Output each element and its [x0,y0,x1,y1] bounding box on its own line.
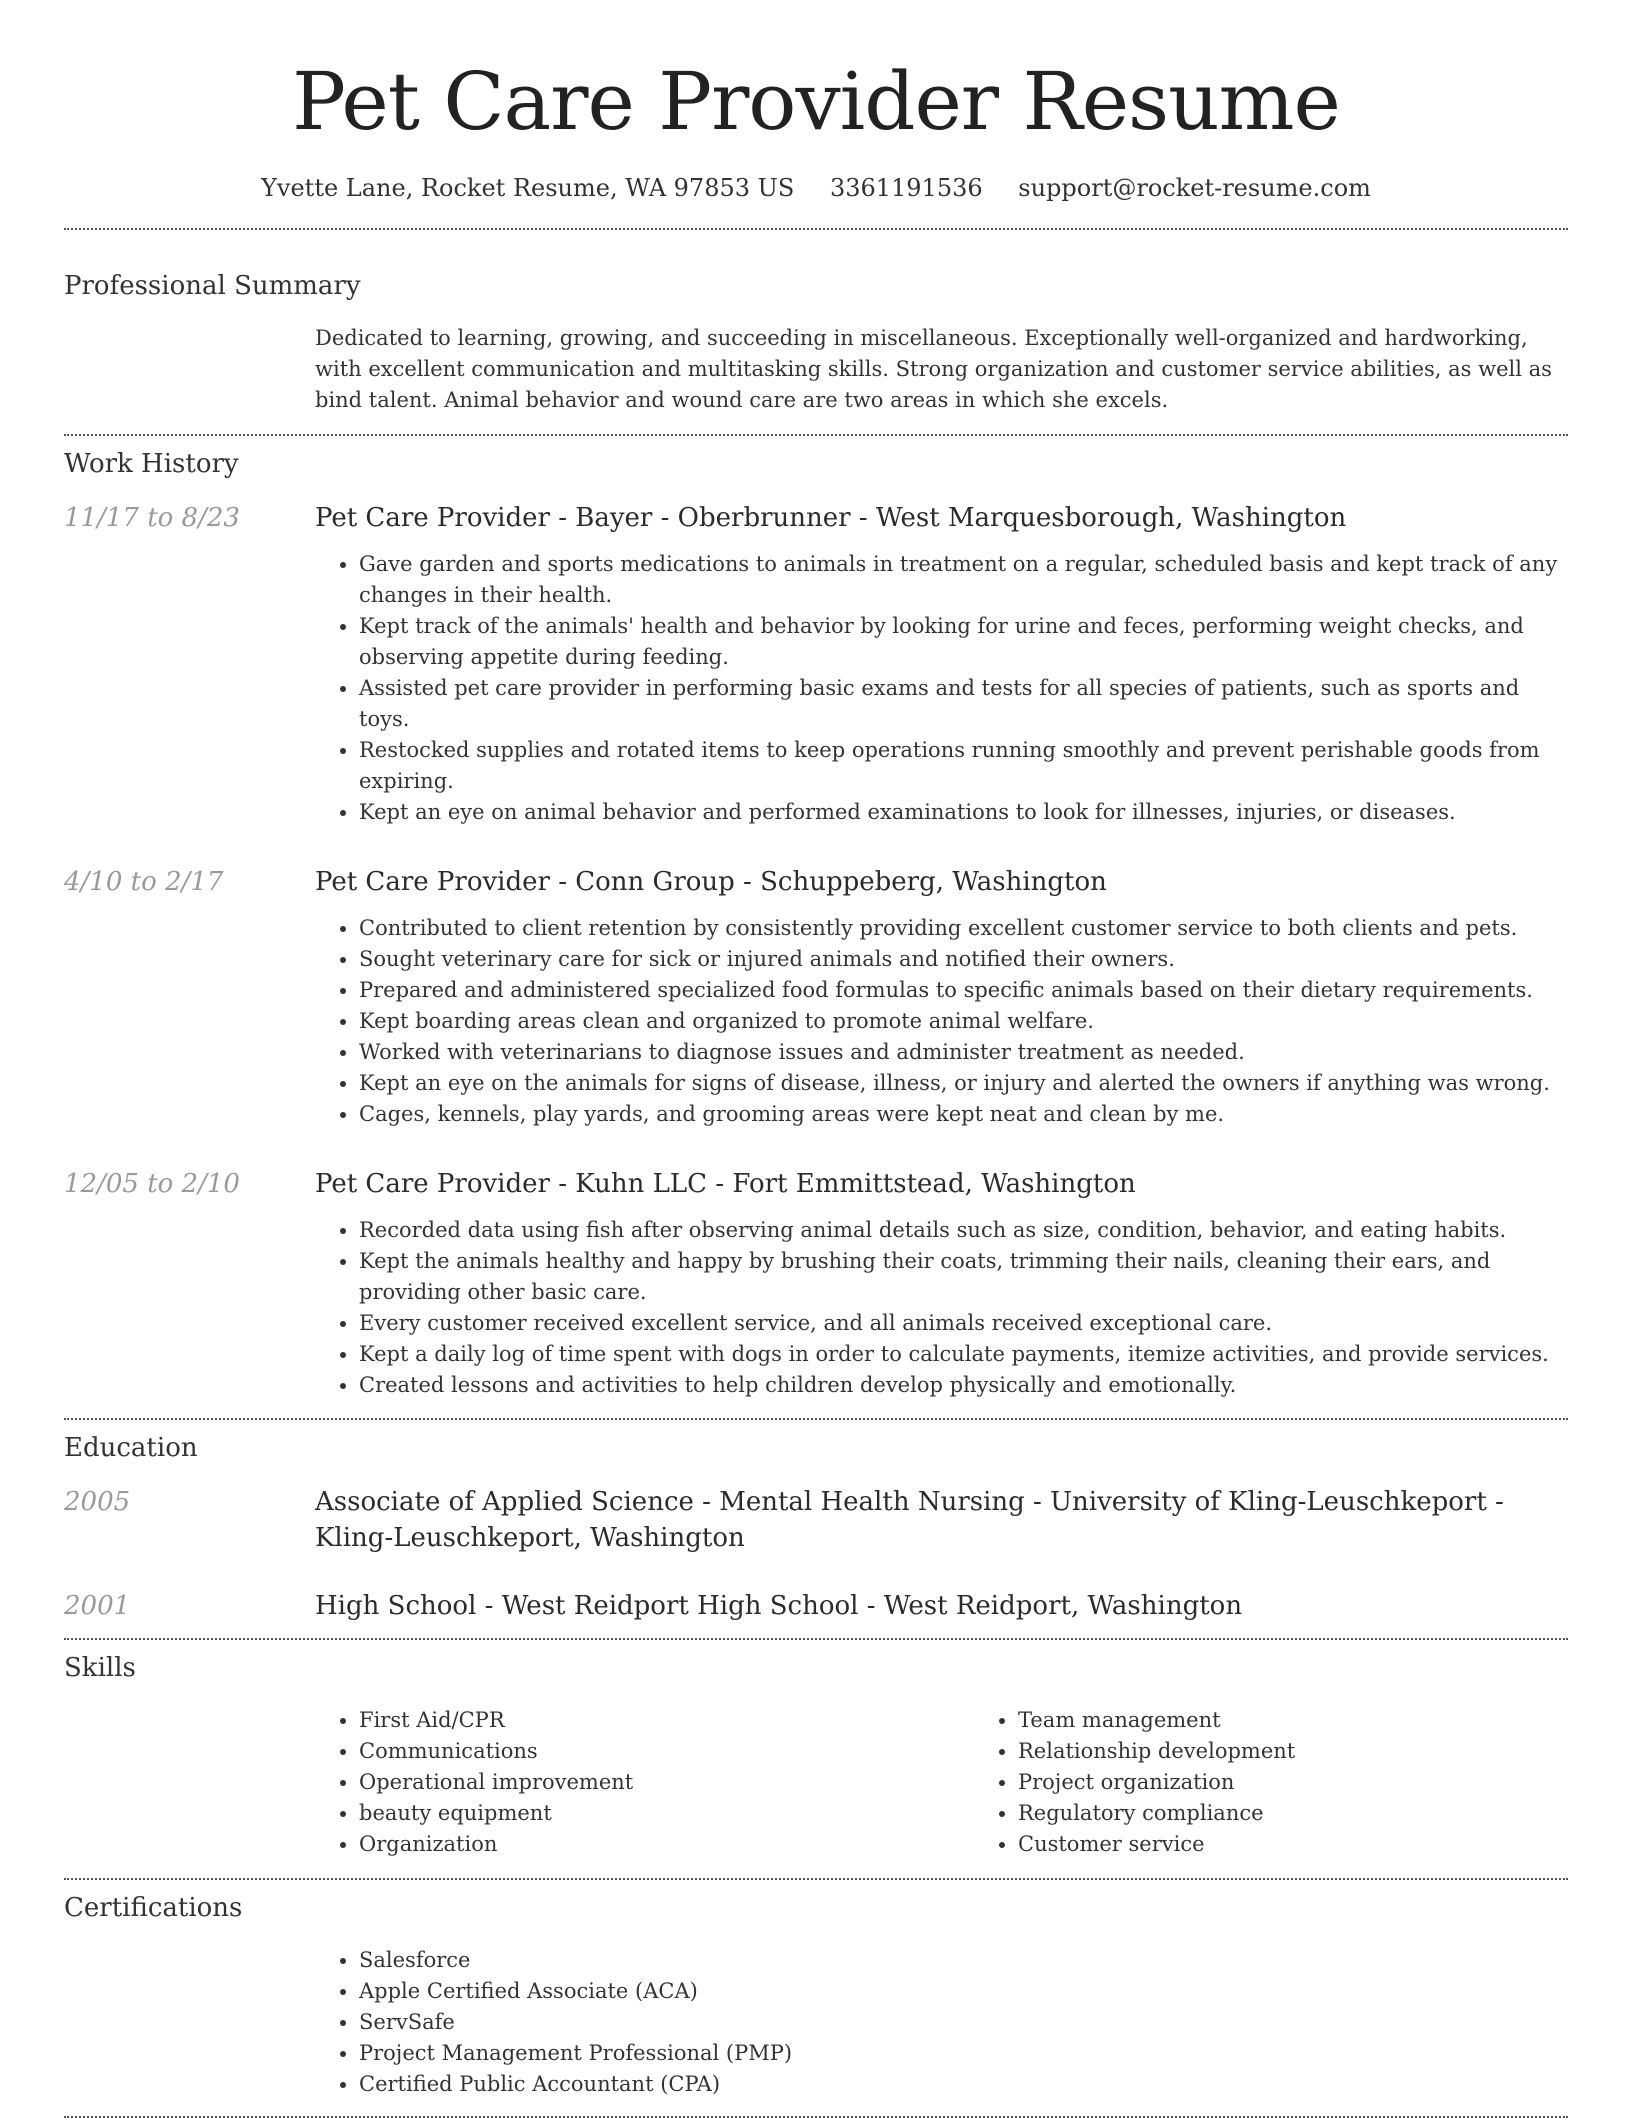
list-item: • Sought veterinary care for sick or injured animals and notified their owners. [359,944,1568,975]
certifications-section [64,1880,1568,2100]
education-heading: Associate of Applied Science - Mental Health Nursing - University of Kling-Leuschkeport - Kling-Leuschkeport, Washington [315,1487,1504,1553]
list-item: • Project organization [1018,1767,1632,1798]
job-heading: Pet Care Provider - Bayer - Oberbrunner - West Marquesborough, Washington [315,503,1347,533]
education-year: 2005 [64,1487,131,1517]
section-title-summary: Professional Summary [64,271,361,301]
list-item: • Worked with veterinarians to diagnose issues and administer treatment as needed. [359,1037,1568,1068]
skills-list-left [315,1705,974,1860]
list-item: • Every customer received excellent service, and all animals received exceptional care. [359,1308,1568,1339]
job-bullets [315,913,1568,1130]
work-history-section [64,436,1568,1401]
job-heading: Pet Care Provider - Conn Group - Schuppeberg, Washington [315,867,1107,897]
skills-section [64,1640,1568,1860]
resume-title: Pet Care Provider Resume [292,55,1340,148]
list-item: • Customer service [1018,1829,1632,1860]
job-entry [64,864,1568,1130]
job-bullets [315,549,1568,828]
job-dates: 4/10 to 2/17 [64,867,224,897]
list-item: • Contributed to client retention by consistently providing excellent customer service to both clients and pets. [359,913,1568,944]
list-item: • Created lessons and activities to help children develop physically and emotionally. [359,1370,1568,1401]
education-entry [64,1484,1568,1556]
certifications-list [315,1945,1568,2100]
job-bullets [315,1215,1568,1401]
list-item: • Kept an eye on animal behavior and performed examinations to look for illnesses, injuries, or diseases. [359,797,1568,828]
list-item: • Cages, kennels, play yards, and grooming areas were kept neat and clean by me. [359,1099,1568,1130]
list-item: • Certified Public Accountant (CPA) [359,2069,1568,2100]
list-item: • Regulatory compliance [1018,1798,1632,1829]
list-item: • Relationship development [1018,1736,1632,1767]
job-dates: 12/05 to 2/10 [64,1169,240,1199]
job-heading: Pet Care Provider - Kuhn LLC - Fort Emmittstead, Washington [315,1169,1136,1199]
job-entry [64,500,1568,828]
list-item: • Kept the animals healthy and happy by brushing their coats, trimming their nails, cleaning their ears, and providing other basic care. [359,1246,1568,1308]
contact-email: support@rocket-resume.com [1018,174,1371,202]
education-year: 2001 [64,1591,131,1621]
list-item: • Assisted pet care provider in performing basic exams and tests for all species of patients, such as sports and toys. [359,673,1568,735]
list-item: • Gave garden and sports medications to animals in treatment on a regular, scheduled basis and kept track of any changes in their health. [359,549,1568,611]
list-item: • ServSafe [359,2007,1568,2038]
list-item: • Project Management Professional (PMP) [359,2038,1568,2069]
summary-section [64,230,1568,416]
education-entry [64,1588,1568,1624]
skills-list-right [974,1705,1632,1860]
list-item: • beauty equipment [359,1798,974,1829]
list-item: • Kept track of the animals' health and behavior by looking for urine and feces, performing weight checks, and observing appetite during feeding. [359,611,1568,673]
list-item: • Team management [1018,1705,1632,1736]
contact-line [64,172,1568,204]
list-item: • Operational improvement [359,1767,974,1798]
education-heading: High School - West Reidport High School - West Reidport, Washington [315,1591,1243,1621]
section-title-work-history: Work History [64,449,239,479]
list-item: • First Aid/CPR [359,1705,974,1736]
list-item: • Salesforce [359,1945,1568,1976]
list-item: • Prepared and administered specialized food formulas to specific animals based on their dietary requirements. [359,975,1568,1006]
list-item: • Restocked supplies and rotated items to keep operations running smoothly and prevent perishable goods from expiring. [359,735,1568,797]
section-title-certifications: Certifications [64,1893,243,1923]
section-title-skills: Skills [64,1653,136,1683]
list-item: • Apple Certified Associate (ACA) [359,1976,1568,2007]
contact-address: Yvette Lane, Rocket Resume, WA 97853 US [261,174,795,202]
list-item: • Recorded data using fish after observing animal details such as size, condition, behavior, and eating habits. [359,1215,1568,1246]
job-entry [64,1166,1568,1401]
list-item: • Communications [359,1736,974,1767]
education-section [64,1420,1568,1624]
list-item: • Kept a daily log of time spent with dogs in order to calculate payments, itemize activities, and provide services. [359,1339,1568,1370]
list-item: • Kept boarding areas clean and organized to promote animal welfare. [359,1006,1568,1037]
resume-page [64,0,1568,2118]
job-dates: 11/17 to 8/23 [64,503,240,533]
list-item: • Kept an eye on the animals for signs of disease, illness, or injury and alerted the owners if anything was wrong. [359,1068,1568,1099]
list-item: • Organization [359,1829,974,1860]
summary-text: Dedicated to learning, growing, and succeeding in miscellaneous. Exceptionally well-organized and hardworking, with excellent communication and multitasking skills. Strong organization and customer service abilities, as well as bind talent. Animal behavior and wound care are two areas in which she excels. [315,326,1552,412]
section-title-education: Education [64,1433,198,1463]
contact-phone: 3361191536 [829,174,983,202]
